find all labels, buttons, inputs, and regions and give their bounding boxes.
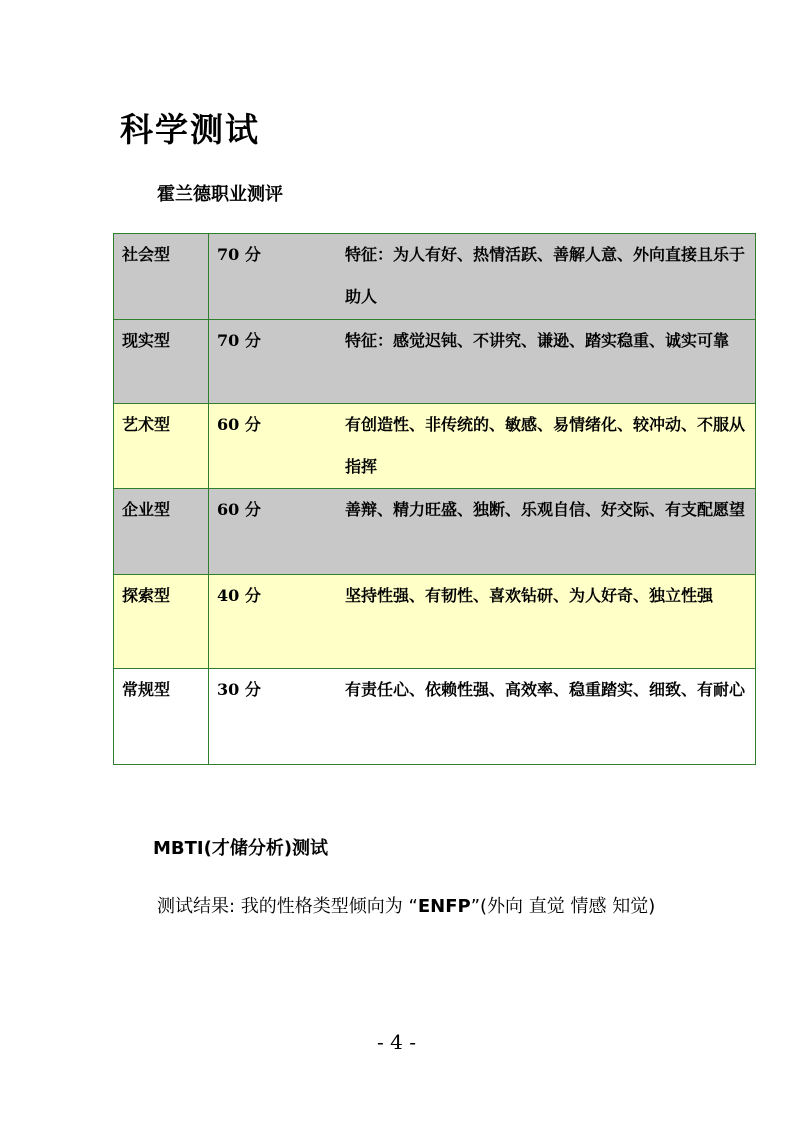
table-row xyxy=(114,669,756,765)
desc-cell: 坚持性强、有韧性、喜欢钻研、为人好奇、独立性强 xyxy=(335,575,756,669)
desc-cell: 善辩、精力旺盛、独断、乐观自信、好交际、有支配愿望 xyxy=(335,489,756,575)
score-cell: 60 分 xyxy=(209,489,336,575)
result-code: ENFP xyxy=(417,896,471,917)
type-cell: 企业型 xyxy=(114,489,209,575)
score-cell: 60 分 xyxy=(209,404,336,489)
desc-cell: 特征：感觉迟钝、不讲究、谦逊、踏实稳重、诚实可靠 xyxy=(335,320,756,404)
mbti-heading: MBTI(才储分析)测试 xyxy=(153,838,329,859)
desc-cell: 有责任心、依赖性强、高效率、稳重踏实、细致、有耐心 xyxy=(335,669,756,765)
table-row xyxy=(114,575,756,669)
page-title: 科学测试 xyxy=(120,110,260,149)
type-cell: 常规型 xyxy=(114,669,209,765)
score-cell: 70 分 xyxy=(209,234,336,320)
desc-cell: 有创造性、非传统的、敏感、易情绪化、较冲动、不服从指挥 xyxy=(335,404,756,489)
holland-heading: 霍兰德职业测评 xyxy=(157,184,283,205)
table-row xyxy=(114,320,756,404)
type-cell: 社会型 xyxy=(114,234,209,320)
table-row xyxy=(114,489,756,575)
type-cell: 艺术型 xyxy=(114,404,209,489)
score-cell: 70 分 xyxy=(209,320,336,404)
holland-table xyxy=(113,233,756,765)
type-cell: 探索型 xyxy=(114,575,209,669)
mbti-result xyxy=(119,888,689,926)
score-cell: 40 分 xyxy=(209,575,336,669)
type-cell: 现实型 xyxy=(114,320,209,404)
score-cell: 30 分 xyxy=(209,669,336,765)
desc-cell: 特征：为人有好、热情活跃、善解人意、外向直接且乐于助人 xyxy=(335,234,756,320)
table-row xyxy=(114,234,756,320)
result-suffix: ”(外向 直觉 情感 知觉) xyxy=(470,896,656,917)
page-number: - 4 - xyxy=(377,1030,416,1054)
result-prefix: 测试结果: 我的性格类型倾向为 “ xyxy=(157,896,418,917)
table-row xyxy=(114,404,756,489)
